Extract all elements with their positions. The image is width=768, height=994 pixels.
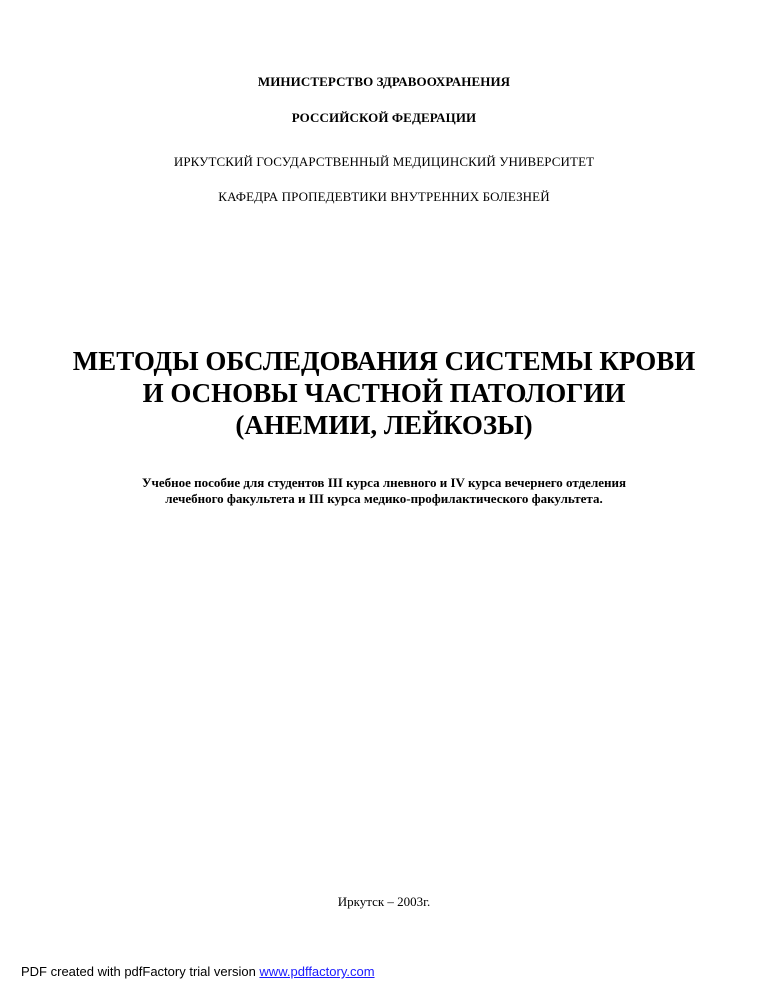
pdf-footer-text: PDF created with pdfFactory trial version (21, 964, 260, 979)
ministry-line-2: РОССИЙСКОЙ ФЕДЕРАЦИИ (291, 110, 477, 125)
document-title-line-3: (АНЕМИИ, ЛЕЙКОЗЫ) (235, 410, 533, 440)
document-title-line-2: И ОСНОВЫ ЧАСТНОЙ ПАТОЛОГИИ (142, 378, 626, 408)
ministry-line-1: МИНИСТЕРСТВО ЗДРАВООХРАНЕНИЯ (257, 74, 511, 89)
pdffactory-link[interactable]: www.pdffactory.com (259, 964, 375, 979)
subtitle-line-2: лечебного факультета и III курса медико-профилактического факультета. (165, 491, 603, 506)
place-and-year: Иркутск – 2003г. (337, 894, 431, 909)
department-name: КАФЕДРА ПРОПЕДЕВТИКИ ВНУТРЕННИХ БОЛЕЗНЕЙ (218, 189, 550, 204)
subtitle-line-1: Учебное пособие для студентов III курса лневного и IV курса вечернего отделения (141, 475, 627, 490)
document-title-line-1: МЕТОДЫ ОБСЛЕДОВАНИЯ СИСТЕМЫ КРОВИ (72, 346, 696, 376)
university-name: ИРКУТСКИЙ ГОСУДАРСТВЕННЫЙ МЕДИЦИНСКИЙ УНИВЕРСИТЕТ (173, 154, 595, 169)
pdf-footer (21, 964, 375, 979)
